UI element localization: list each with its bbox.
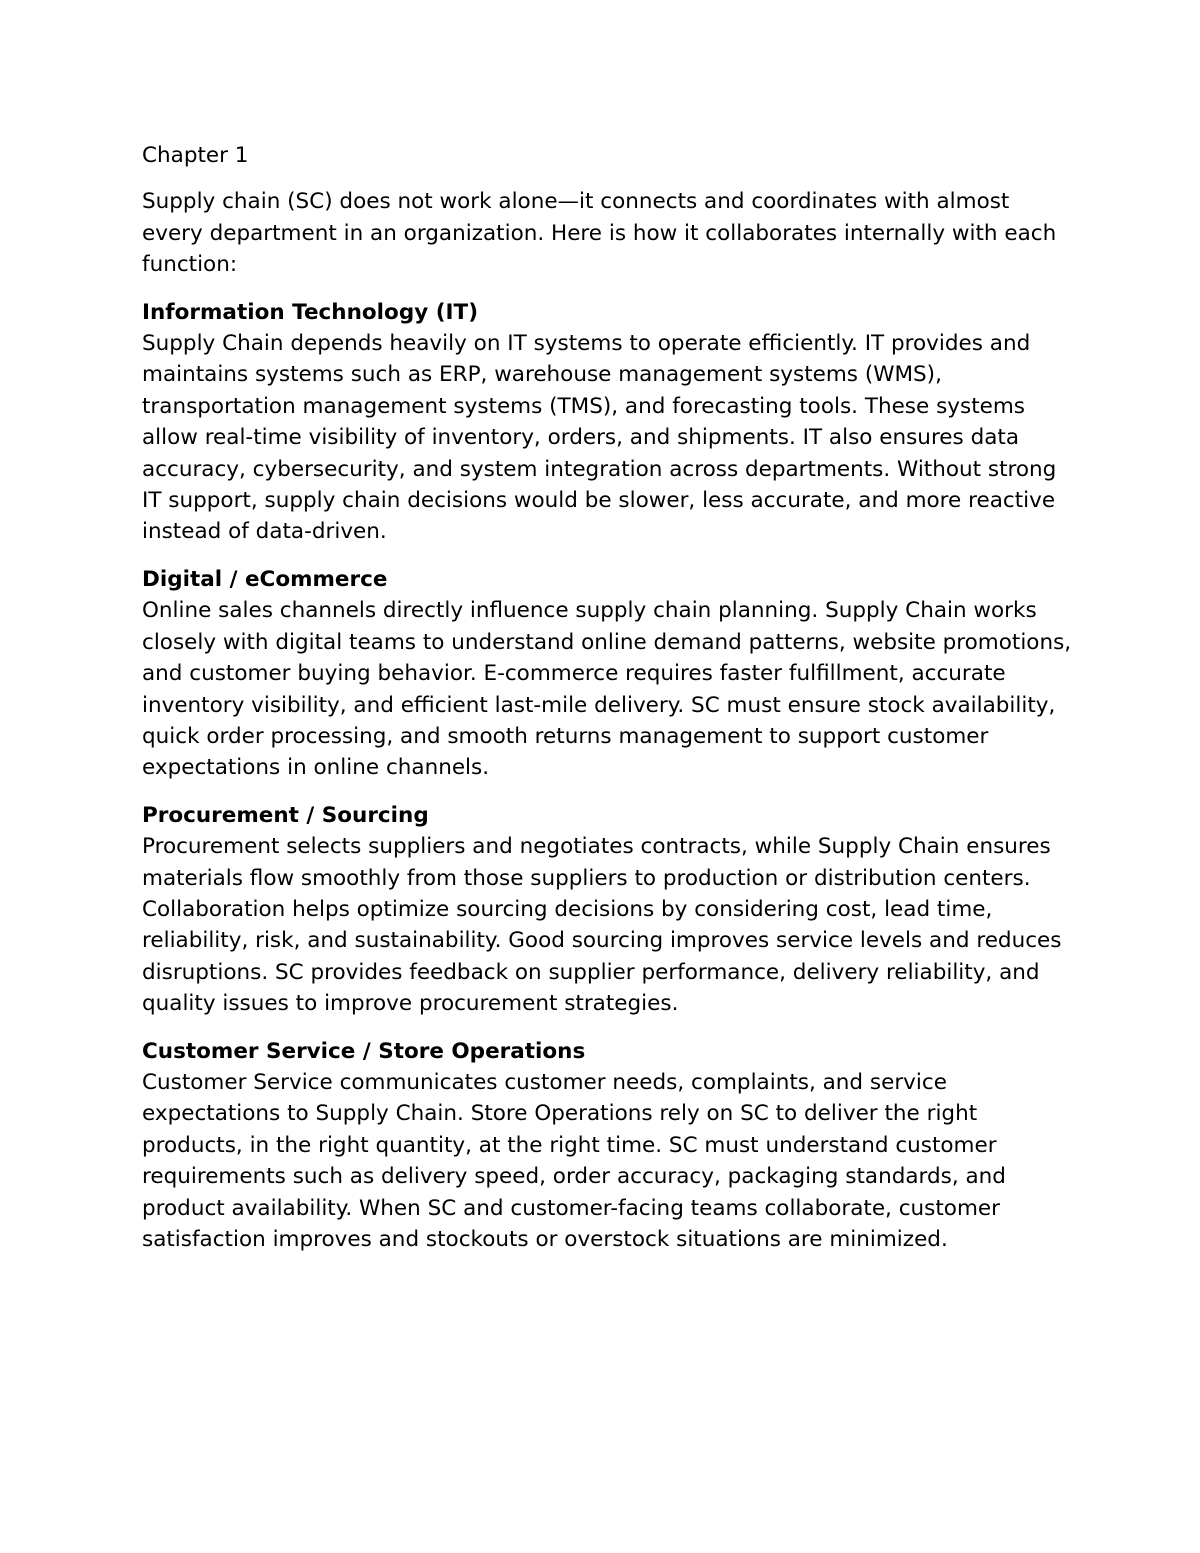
document-content bbox=[142, 140, 1072, 1271]
section-heading: Procurement / Sourcing bbox=[142, 802, 429, 828]
section-procurement-sourcing bbox=[142, 800, 1072, 1020]
section-body: Supply Chain depends heavily on IT systems to operate efficiently. IT provides and maintains systems such as ERP, warehouse management systems (WMS), transportation management systems (TMS), and forecasting tools. These systems allow real-time visibility of inventory, orders, and shipments. IT also ensures data accuracy, cybersecurity, and system integration across departments. Without strong IT support, supply chain decisions would be slower, less accurate, and more reactive instead of data-driven. bbox=[142, 331, 1057, 545]
intro-paragraph: Supply chain (SC) does not work alone—it connects and coordinates with almost every department in an organization. Here is how it collaborates internally with each function: bbox=[142, 189, 1057, 278]
section-heading: Digital / eCommerce bbox=[142, 566, 388, 592]
section-body: Procurement selects suppliers and negotiates contracts, while Supply Chain ensures materials flow smoothly from those suppliers to production or distribution centers. Collaboration helps optimize sourcing decisions by considering cost, lead time, reliability, risk, and sustainability. Good sourcing improves service levels and reduces disruptions. SC provides feedback on supplier performance, delivery reliability, and quality issues to improve procurement strategies. bbox=[142, 834, 1062, 1017]
section-body: Customer Service communicates customer needs, complaints, and service expectations to Supply Chain. Store Operations rely on SC to deliver the right products, in the right quantity, at the right time. SC must understand customer requirements such as delivery speed, order accuracy, packaging standards, and product availability. When SC and customer-facing teams collaborate, customer satisfaction improves and stockouts or overstock situations are minimized. bbox=[142, 1069, 1006, 1252]
section-heading: Customer Service / Store Operations bbox=[142, 1038, 586, 1064]
section-customer-service-store-operations bbox=[142, 1036, 1072, 1256]
chapter-title: Chapter 1 bbox=[142, 143, 249, 168]
section-digital-ecommerce bbox=[142, 564, 1072, 784]
section-body: Online sales channels directly influence supply chain planning. Supply Chain works closely with digital teams to understand online demand patterns, website promotions, and customer buying behavior. E-commerce requires faster fulfillment, accurate inventory visibility, and efficient last-mile delivery. SC must ensure stock availability, quick order processing, and smooth returns management to support customer expectations in online channels. bbox=[142, 598, 1072, 781]
section-it bbox=[142, 297, 1072, 548]
section-heading: Information Technology (IT) bbox=[142, 299, 479, 325]
